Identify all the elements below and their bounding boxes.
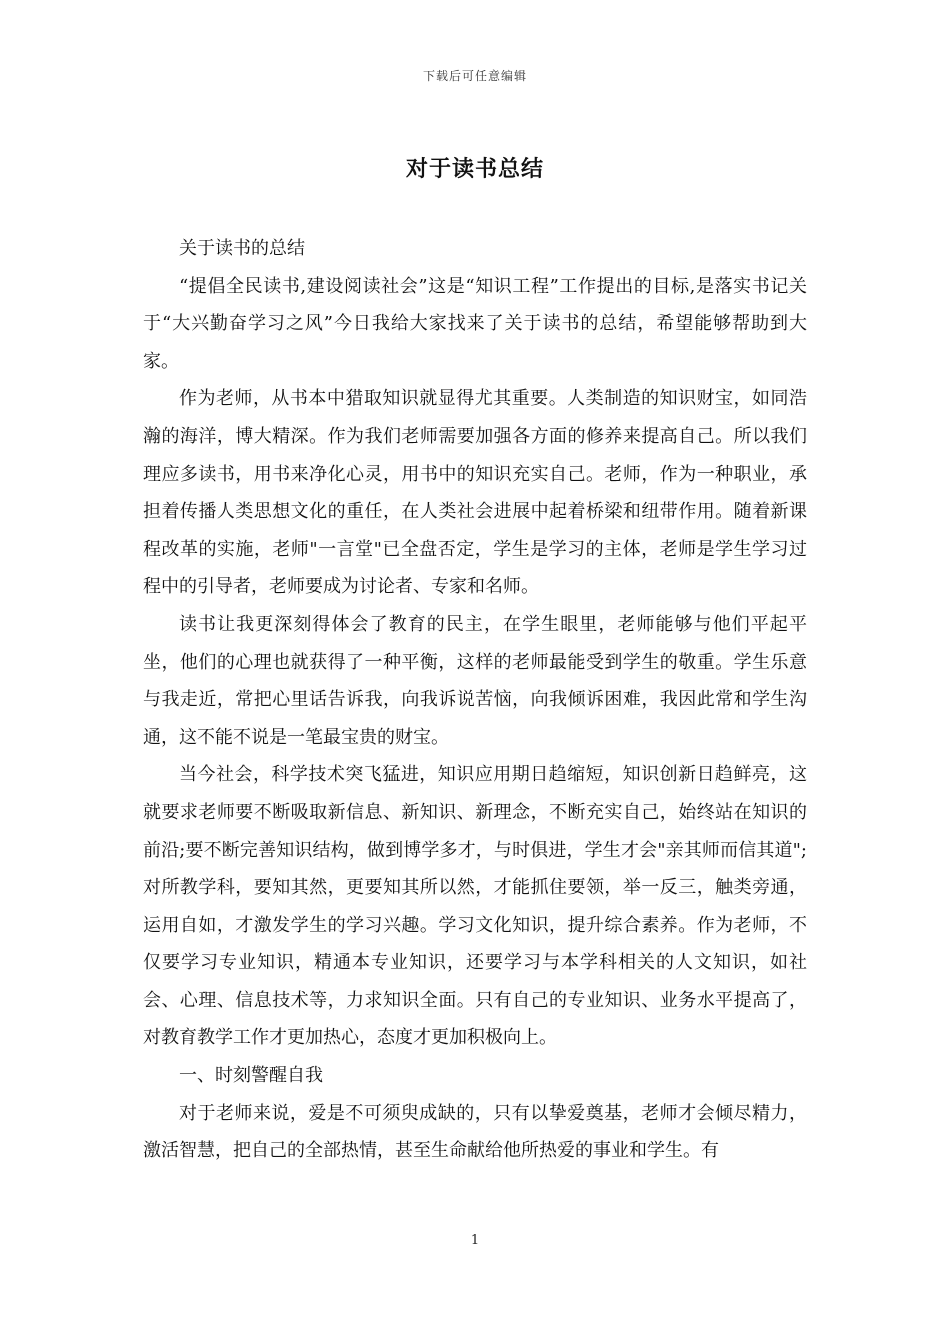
body-paragraph: “提倡全民读书,建设阅读社会”这是“知识工程”工作提出的目标,是落实书记关于“大兴勤奋学习之风”今日我给大家找来了关于读书的总结，希望能够帮助到大家。	[143, 275, 807, 372]
page-header-note: 下载后可任意编辑	[422, 69, 527, 83]
page-number: 1	[470, 1233, 480, 1248]
document-title: 对于读书总结	[405, 156, 544, 182]
body-paragraph: 当今社会，科学技术突飞猛进，知识应用期日趋缩短，知识创新日趋鲜亮，这就要求老师要不断吸取新信息、新知识、新理念，不断充实自己，始终站在知识的前沿;要不断完善知识结构，做到博学多才，与时俱进，学生才会"亲其师而信其道";对所教学科，要知其然，更要知其所以然，才能抓住要领，举一反三，触类旁通，运用自如，才激发学生的学习兴趣。学习文化知识，提升综合素养。作为老师，不仅要学习专业知识，精通本专业知识，还要学习与本学科相关的人文知识，如社会、心理、信息技术等，力求知识全面。只有自己的专业知识、业务水平提高了，对教育教学工作才更加热心，态度才更加积极向上。	[143, 764, 807, 1049]
section-heading: 关于读书的总结	[179, 238, 305, 259]
section-heading: 一、时刻警醒自我	[179, 1065, 323, 1087]
body-paragraph: 对于老师来说，爱是不可须臾成缺的，只有以挚爱奠基，老师才会倾尽精力，激活智慧，把自己的全部热情，甚至生命献给他所热爱的事业和学生。有	[143, 1102, 807, 1162]
body-paragraph: 作为老师，从书本中猎取知识就显得尤其重要。人类制造的知识财宝，如同浩瀚的海洋，博大精深。作为我们老师需要加强各方面的修养来提高自己。所以我们理应多读书，用书来净化心灵，用书中的知识充实自己。老师，作为一种职业，承担着传播人类思想文化的重任，在人类社会进展中起着桥梁和纽带作用。随着新课程改革的实施，老师"一言堂"已全盘否定，学生是学习的主体，老师是学生学习过程中的引导者，老师要成为讨论者、专家和名师。	[143, 388, 807, 598]
body-paragraph: 读书让我更深刻得体会了教育的民主，在学生眼里，老师能够与他们平起平坐，他们的心理也就获得了一种平衡，这样的老师最能受到学生的敬重。学生乐意与我走近，常把心里话告诉我，向我诉说苦恼，向我倾诉困难，我因此常和学生沟通，这不能不说是一笔最宝贵的财宝。	[143, 613, 807, 748]
document-body	[143, 230, 807, 1170]
